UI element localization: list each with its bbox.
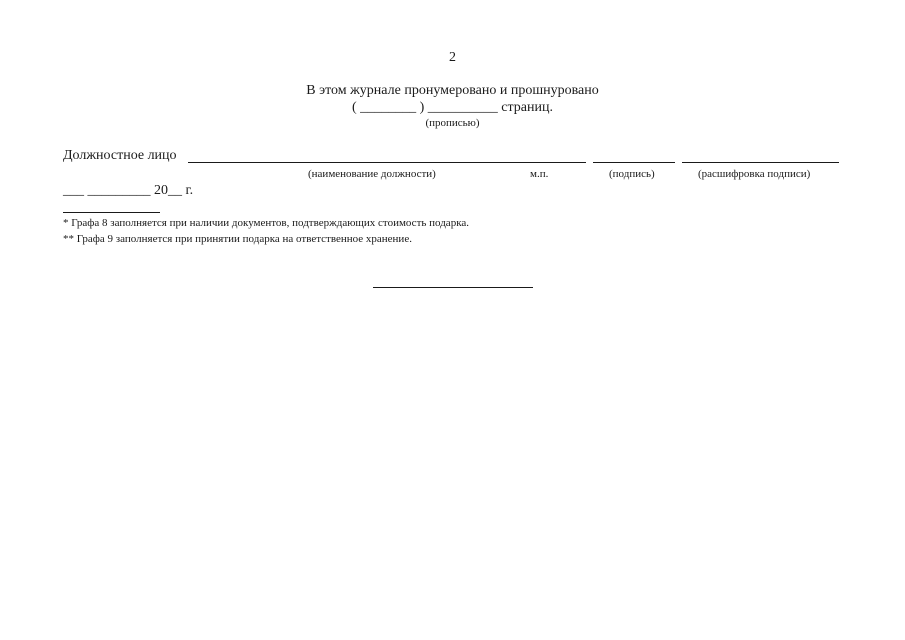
certification-text: В этом журнале пронумеровано и прошнуровано bbox=[306, 83, 599, 98]
in-words-hint: (прописью) bbox=[425, 117, 480, 129]
footnote-separator bbox=[63, 212, 160, 213]
signature-caption: (подпись) bbox=[609, 168, 655, 180]
official-label: Должностное лицо bbox=[63, 148, 177, 163]
stamp-caption: м.п. bbox=[530, 168, 549, 180]
footnote-item: ** Графа 9 заполняется при принятии подарка на ответственное хранение. bbox=[63, 233, 412, 245]
page-count-line: ( ________ ) __________ страниц. bbox=[351, 100, 554, 115]
footnote-item: * Графа 8 заполняется при наличии документов, подтверждающих стоимость подарка. bbox=[63, 217, 470, 229]
position-caption: (наименование должности) bbox=[308, 168, 436, 180]
end-rule bbox=[373, 287, 533, 288]
position-line bbox=[188, 162, 586, 163]
date-line: ___ _________ 20__ г. bbox=[63, 183, 194, 198]
decoding-caption: (расшифровка подписи) bbox=[698, 168, 811, 180]
signature-line bbox=[593, 162, 675, 163]
decoding-line bbox=[682, 162, 839, 163]
page-number: 2 bbox=[449, 50, 456, 65]
